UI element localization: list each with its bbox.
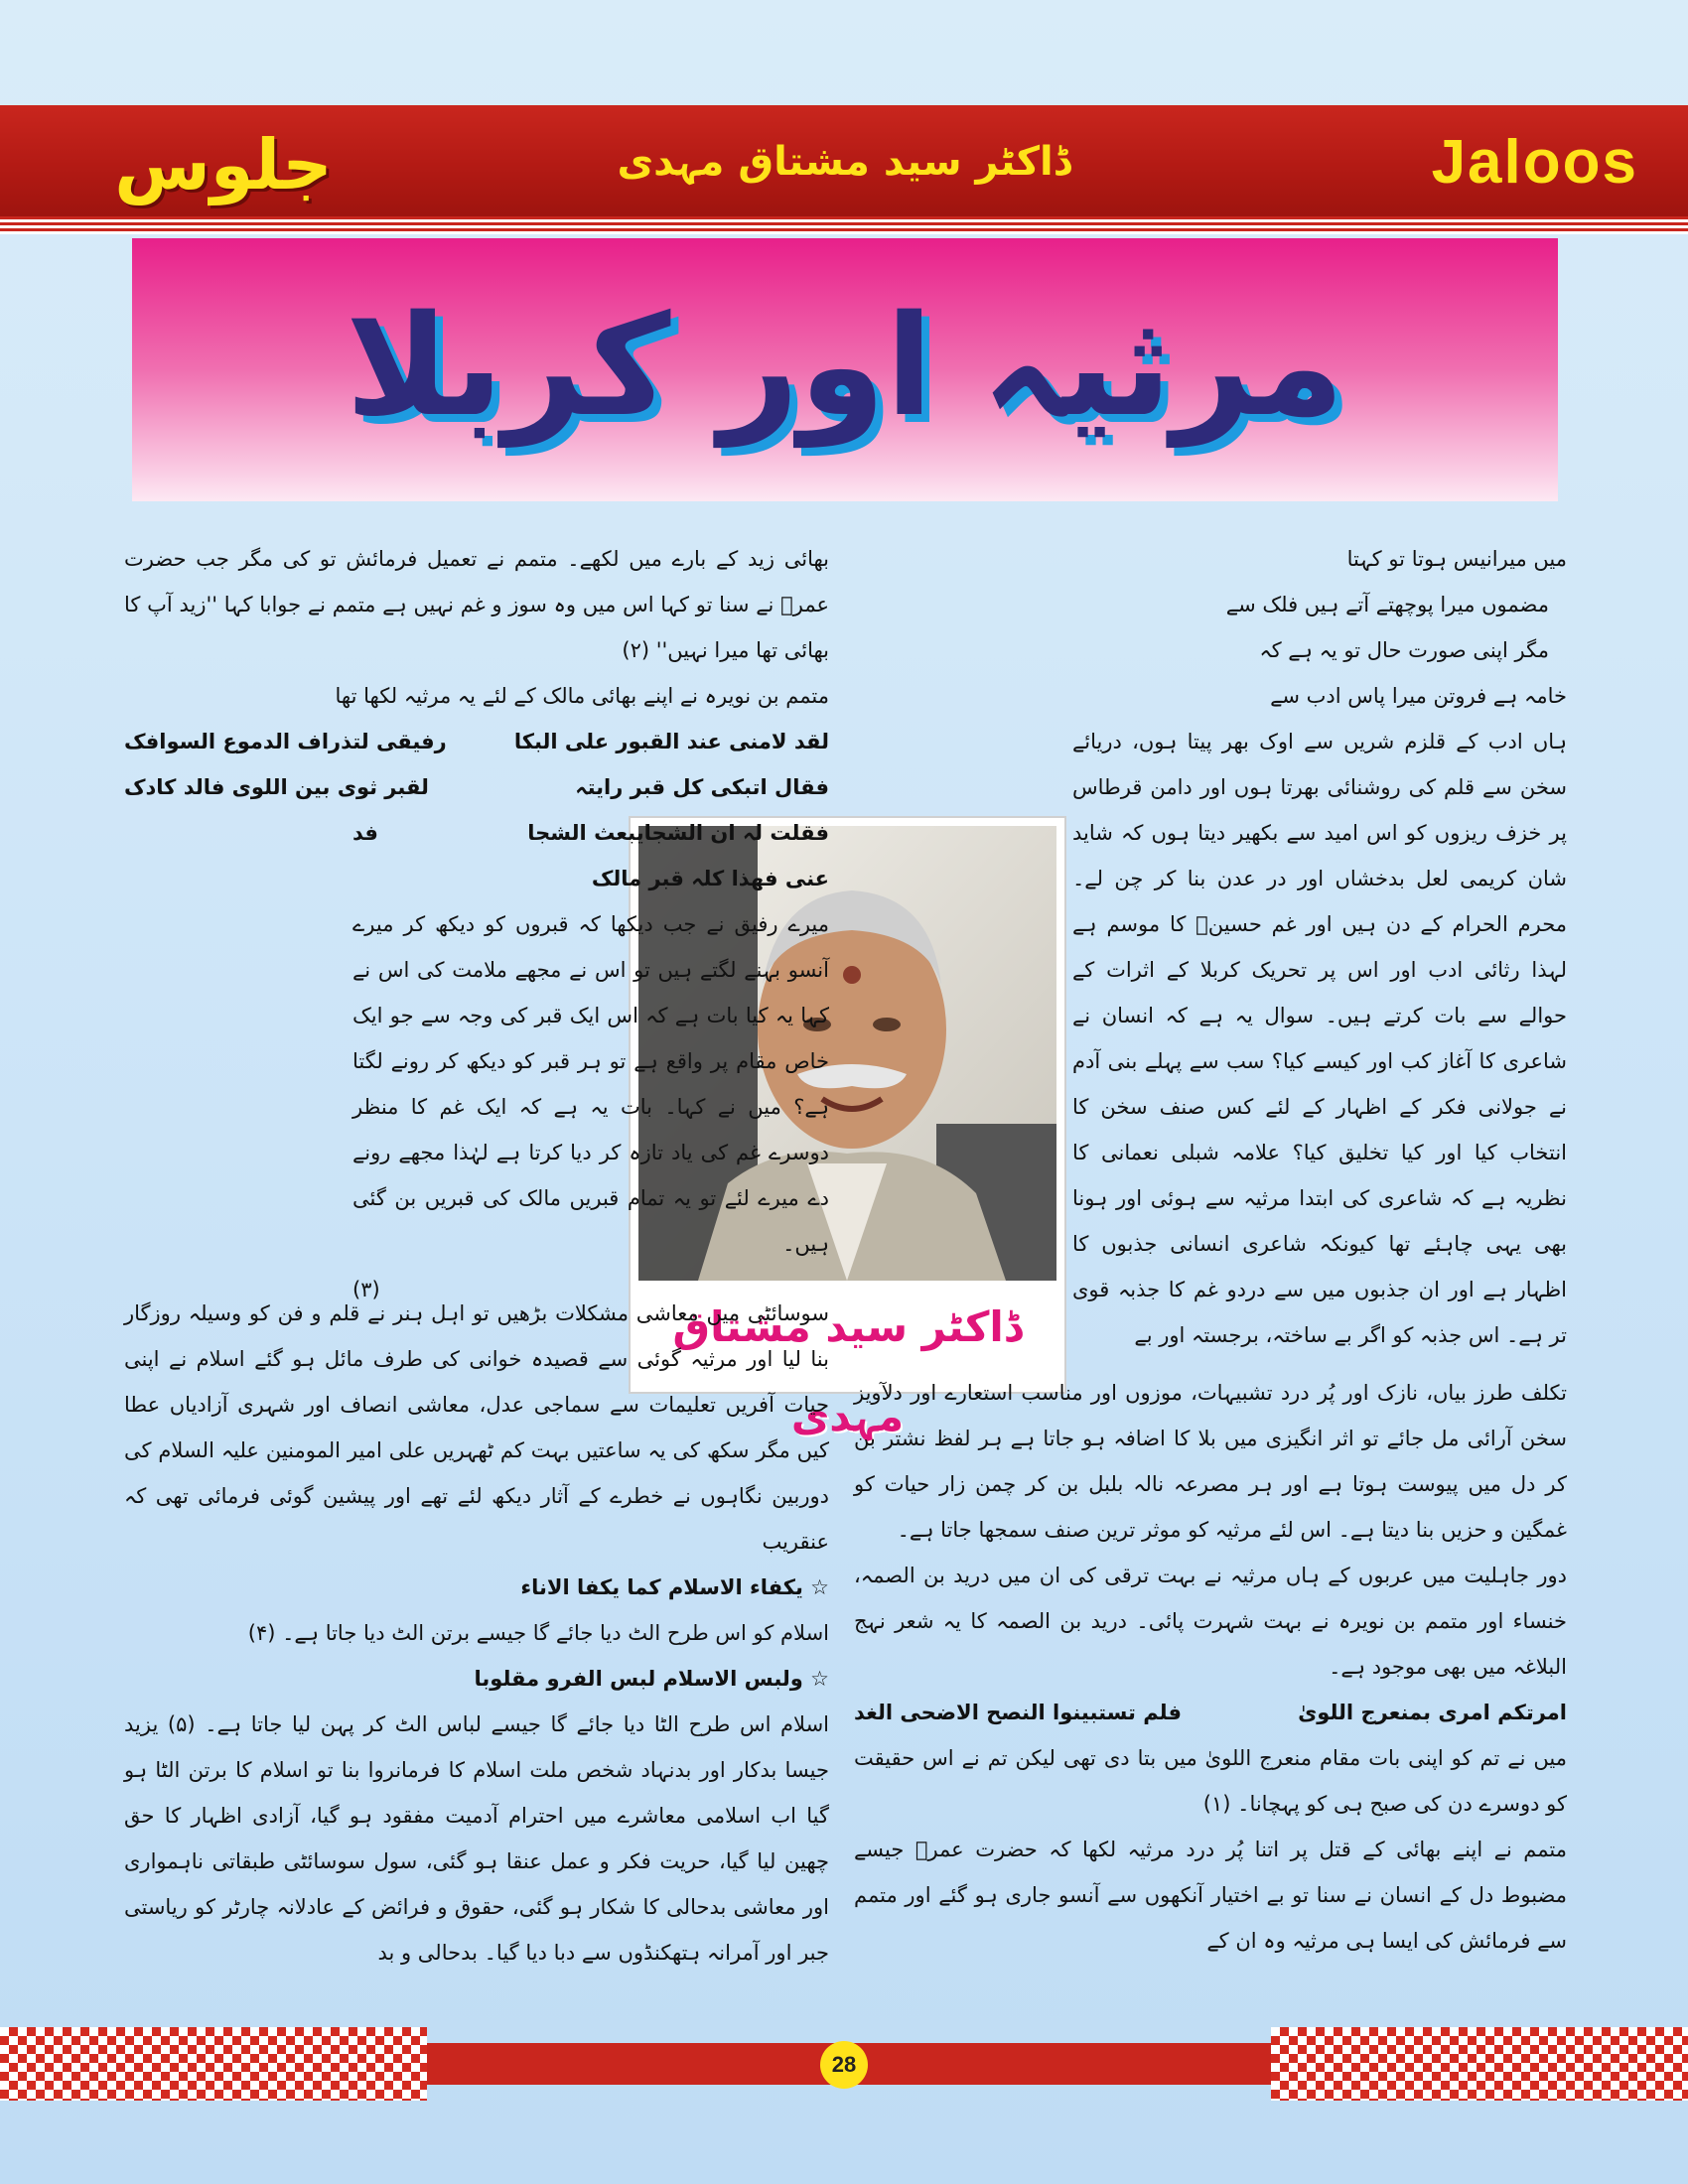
paragraph: میرے رفیق نے جب دیکھا کہ قبروں کو دیکھ کر میرے آنسو بہنے لگتے ہیں تو اس نے مجھے ملامت کی اس نے کہا یہ کیا بات ہے کہ اس ایک قبر کی وجہ سے جو ایک خاص مقام پر واقع ہے تو ہر قبر کو دیکھ کر رونے لگتا ہے؟ میں نے کہا۔ بات یہ ہے کہ ایک غم کا منظر دوسرے غم کی یاد تازہ کر دیا کرتا ہے لہٰذا مجھے رونے دے میرے لئے تو یہ تمام قبریں مالک کی قبریں بن گئی ہیں۔ — [352, 912, 829, 1256]
magazine-logo-latin: Jaloos — [1431, 128, 1638, 197]
paragraph: متمم بن نویرہ نے اپنے بھائی مالک کے لئے یہ مرثیہ لکھا تھا — [335, 684, 829, 708]
article-column-left-lower — [124, 1291, 829, 1976]
paragraph: اسلام اس طرح الٹا دیا جائے گا جیسے لباس الٹ کر پہن لیا جاتا ہے۔ (۵) یزید جیسا بدکار اور بدنہاد شخص ملت اسلام کا فرمانروا بنا تو اسلام کا برتن الٹا ہو گیا اب اسلامی معاشرے میں احترام آدمیت مفقود ہو گیا، آزادی اظہار کا حق چھین لیا گیا، حریت فکر و عمل عنقا ہو گئی، سول سوسائٹی طبقاتی ناہمواری اور معاشی بدحالی کا شکار ہو گئی، حقوق و فرائض کے عادلانہ چارٹر کو ریاستی جبر اور آمرانہ ہتھکنڈوں سے دبا دیا گیا۔ بدحالی و بد — [124, 1712, 830, 1965]
verse-half: فد — [352, 821, 378, 845]
paragraph: دور جاہلیت میں عربوں کے ہاں مرثیہ نے بہت ترقی کی ان میں درید بن الصمہ، خنساء اور متمم بن نویرہ نے بہت شہرت پائی۔ درید بن الصمہ کا یہ شعر نہج البلاغہ میں بھی موجود ہے۔ — [854, 1564, 1568, 1679]
article-column-left — [124, 536, 829, 1312]
verse-half: رفیقی لتذراف الدموع السوافک — [124, 730, 447, 753]
verse-half: لقد لامنی عند القبور علی البکا — [513, 730, 829, 753]
poem-line: مگر اپنی صورت حال تو یہ ہے کہ — [1259, 638, 1549, 662]
arabic-quote: ☆ یکفاء الاسلام کما یکفا الاناء — [520, 1575, 829, 1599]
footer-checker-right — [1271, 2027, 1688, 2101]
article-title: مرثیہ اور کربلا — [346, 286, 1344, 448]
paragraph: سوسائٹی میں معاشی مشکلات بڑھیں تو اہل ہنر نے قلم و فن کو وسیلہ روزگار بنا لیا اور مرثیہ گوئی سے قصیدہ خوانی کی طرف مائل ہو گئے اسلام نے اپنی حیات آفریں تعلیمات سے سماجی عدل، معاشی انصاف اور شہری آزادیاں عطا کیں مگر سکھ کی یہ ساعتیں بہت کم ٹھہریں علی امیر المومنین علیہ السلام کی دوربین نگاہوں نے خطرے کے آثار دیکھ لئے تھے اور پیشین گوئی فرمائی تھی کہ عنقریب — [124, 1301, 829, 1554]
arabic-verse — [854, 1690, 1567, 1735]
paragraph: ہاں ادب کے قلزم شریں سے اوک بھر پیتا ہوں، دریائے سخن سے قلم کی روشنائی بھرتا ہوں اور دامن قرطاس پر خزف ریزوں کو اس امید سے بکھیر دیتا ہوں کہ شاید شان کریمی لعل بدخشاں اور در عدن بنا کر چن لے۔ محرم الحرام کے دن ہیں اور غم حسینؑ کا موسم ہے لہذا رثائی ادب اور اس پر تحریک کربلا کے اثرات کے حوالے سے بات کرتے ہیں۔ سوال یہ ہے کہ انسان نے شاعری کا آغاز کب اور کیسے کیا؟ سب سے پہلے بنی آدم نے جولانی فکر کے اظہار کے لئے کس صنف سخن کا انتخاب کیا اور کیا تخلیق کیا؟ علامہ شبلی نعمانی کا نظریہ ہے کہ شاعری کی ابتدا مرثیہ سے ہوئی اور ہونا بھی یہی چاہئے تھا کیونکہ شاعری انسانی جذبوں کا اظہار ہے اور ان جذبوں میں سے دردو غم کا جذبہ قوی تر ہے۔ اس جذبہ کو اگر بے ساختہ، برجستہ اور بے — [1072, 730, 1567, 1347]
paragraph: اسلام کو اس طرح الٹ دیا جائے گا جیسے برتن الٹ دیا جاتا ہے۔ (۴) — [247, 1621, 829, 1645]
arabic-verse — [124, 719, 829, 764]
paragraph: متمم نے اپنے بھائی کے قتل پر اتنا پُر درد مرثیہ لکھا کہ حضرت عمرؓ جیسے مضبوط دل کے انسان نے سنا تو بے اختیار آنکھوں سے آنسو جاری ہو گئے اور متمم سے فرمائش کی ایسا ہی مرثیہ وہ ان کے — [854, 1838, 1567, 1953]
arabic-verse — [352, 856, 829, 901]
verse-half: فقلت لہ ان الشجایبعث الشجا — [527, 821, 829, 845]
arabic-verse — [124, 764, 829, 810]
verse-half: عنی فھذا کلہ قبر مالک — [591, 867, 829, 890]
magazine-logo-urdu: جلوس — [114, 124, 333, 205]
paragraph: بھائی زید کے بارے میں لکھے۔ متمم نے تعمیل فرمائش تو کی مگر جب حضرت عمرؓ نے سنا تو کہا اس میں وہ سوز و غم نہیں ہے متمم نے جوابا کہا ''زید آپ کا بھائی تھا میرا نہیں'' (۲) — [124, 547, 829, 662]
header-author: ڈاکٹر سید مشتاق مہدی — [617, 139, 1071, 185]
poem-line: خامہ ہے فروتن میرا پاس ادب سے — [1270, 684, 1567, 708]
verse-half: لقبر ثوی بین اللوی فالد کادک — [124, 775, 429, 799]
footnote-marker: (۳) — [352, 1278, 380, 1301]
poem-line: مضموں میرا پوچھتے آتے ہیں فلک سے — [1225, 593, 1549, 616]
header-stripes — [0, 216, 1688, 234]
title-banner — [132, 238, 1558, 501]
poem-line: میں میرانیس ہوتا تو کہتا — [1346, 547, 1567, 571]
article-column-right-lower — [854, 1370, 1567, 1964]
verse-half: فقال اتبکی کل قبر رایتہ — [575, 775, 829, 799]
arabic-verse — [352, 810, 829, 856]
footer-checker-left — [0, 2027, 427, 2101]
verse-half: فلم تستبینوا النصح الاضحی الغد — [854, 1701, 1183, 1724]
paragraph: میں نے تم کو اپنی بات مقام منعرج اللویٰ میں بتا دی تھی لیکن تم نے اس حقیقت کو دوسرے دن کی صبح ہی کو پہچانا۔ (۱) — [854, 1746, 1567, 1816]
paragraph: تکلف طرز بیاں، نازک اور پُر درد تشبیہات، موزوں اور مناسب استعارے اور دلآویز سخن آرائی مل جائے تو اثر انگیزی میں بلا کا اضافہ ہو جاتا ہے ہر لفظ نشتر بن کر دل میں پیوست ہوتا ہے اور ہر مصرعہ نالہ بلبل بن کر چمن زار حیات کو غمگین و حزیں بنا دیتا ہے۔ اس لئے مرثیہ کو موثر ترین صنف سمجھا جاتا ہے۔ — [854, 1381, 1567, 1542]
verse-half: امرتکم امری بمنعرج اللویٰ — [1298, 1701, 1567, 1724]
photo-caption: ڈاکٹر سید مشتاق مہدی — [672, 1302, 1023, 1440]
arabic-quote: ☆ ولبس الاسلام لبس الفرو مقلوبا — [474, 1667, 829, 1691]
page-number: 28 — [820, 2041, 868, 2089]
article-column-right — [1072, 536, 1567, 1358]
